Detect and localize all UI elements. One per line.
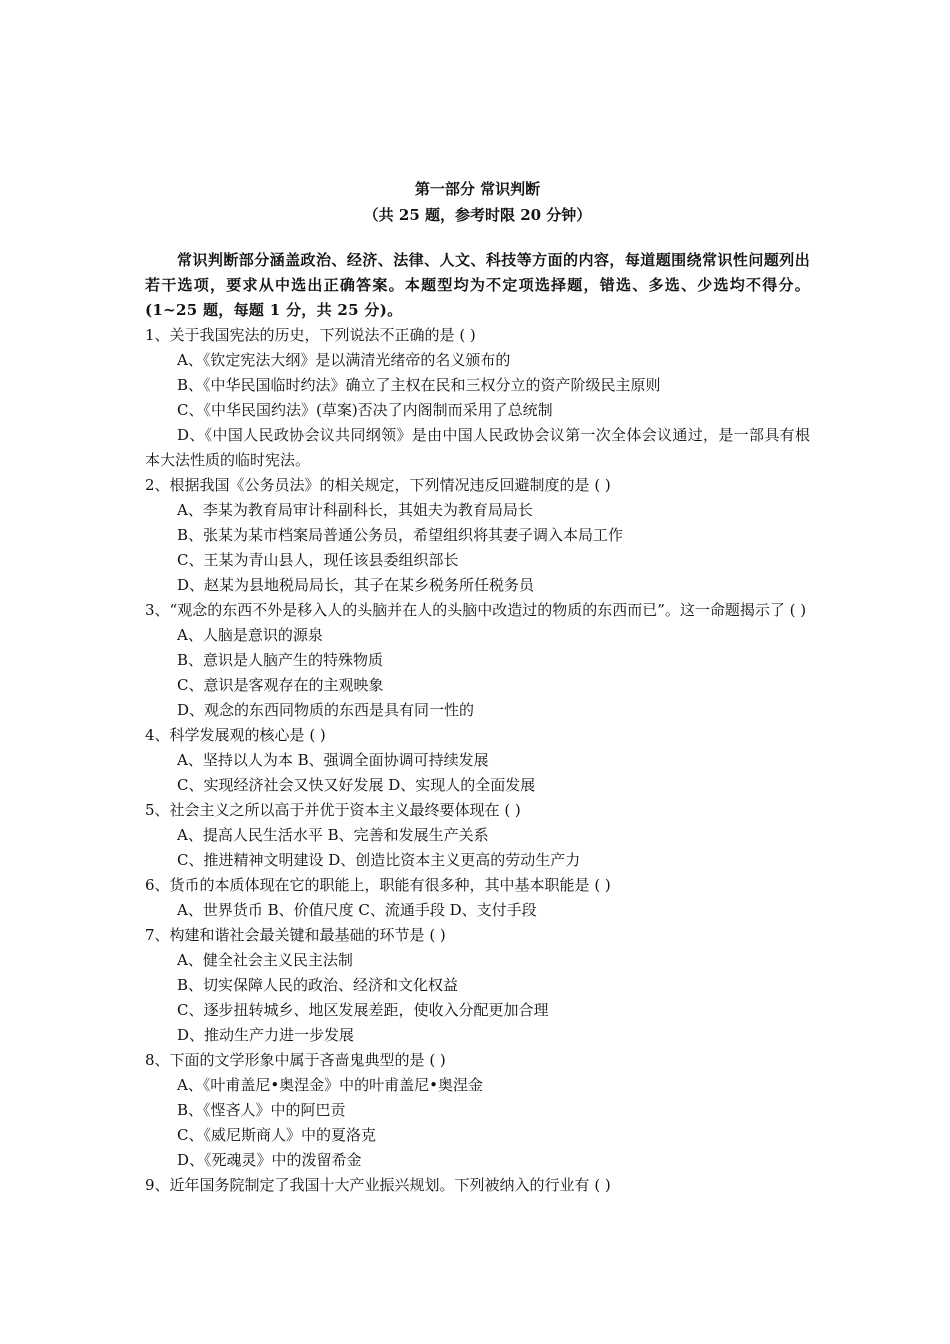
question-7-option-a: A、健全社会主义民主法制 — [177, 951, 353, 969]
instructions-paragraph: 常识判断部分涵盖政治、经济、法律、人文、科技等方面的内容，每道题围绕常识性问题列出若干选项，要求从中选出正确答案。本题型均为不定项选择题，错选、多选、少选均不得分。(1~25 题，每题 1 分，共 25 分)。 — [145, 251, 810, 319]
question-7-option-d: D、推动生产力进一步发展 — [177, 1026, 355, 1044]
question-2-option-d: D、赵某为县地税局局长，其子在某乡税务所任税务员 — [177, 576, 535, 594]
question-3-option-b: B、意识是人脑产生的特殊物质 — [177, 651, 384, 669]
question-8-option-a: A、《叶甫盖尼•奥涅金》中的叶甫盖尼•奥涅金 — [177, 1076, 484, 1094]
question-2-option-a: A、李某为教育局审计科副科长，其姐夫为教育局局长 — [177, 501, 533, 519]
question-4-options-ab: A、坚持以人为本 B、强调全面协调可持续发展 — [177, 751, 489, 769]
question-1-option-b: B、《中华民国临时约法》确立了主权在民和三权分立的资产阶级民主原则 — [177, 376, 661, 394]
question-4-stem: 4、科学发展观的核心是 ( ) — [145, 726, 326, 744]
question-8-option-c: C、《威尼斯商人》中的夏洛克 — [177, 1126, 376, 1144]
question-7-option-c: C、逐步扭转城乡、地区发展差距，使收入分配更加合理 — [177, 1001, 549, 1019]
question-8-option-b: B、《悭吝人》中的阿巴贡 — [177, 1101, 346, 1119]
question-2-option-b: B、张某为某市档案局普通公务员，希望组织将其妻子调入本局工作 — [177, 526, 624, 544]
question-8-option-d: D、《死魂灵》中的泼留希金 — [177, 1151, 362, 1169]
question-3-stem: 3、“观念的东西不外是移入人的头脑并在人的头脑中改造过的物质的东西而已”。这一命题揭示了 ( ) — [145, 601, 807, 619]
question-2-stem: 2、根据我国《公务员法》的相关规定，下列情况违反回避制度的是 ( ) — [145, 476, 611, 494]
question-7-stem: 7、构建和谐社会最关键和最基础的环节是 ( ) — [145, 926, 446, 944]
question-1-option-a: A、《钦定宪法大纲》是以满清光绪帝的名义颁布的 — [177, 351, 511, 369]
question-3-option-a: A、人脑是意识的源泉 — [177, 626, 323, 644]
section-title: 第一部分 常识判断 — [414, 180, 541, 198]
question-1-stem: 1、关于我国宪法的历史，下列说法不正确的是 ( ) — [145, 326, 476, 344]
question-9-stem: 9、近年国务院制定了我国十大产业振兴规划。下列被纳入的行业有 ( ) — [145, 1176, 611, 1194]
question-8-stem: 8、下面的文学形象中属于吝啬鬼典型的是 ( ) — [145, 1051, 446, 1069]
question-2-option-c: C、王某为青山县人，现任该县委组织部长 — [177, 551, 459, 569]
question-3-option-c: C、意识是客观存在的主观映象 — [177, 676, 384, 694]
question-5-options-ab: A、提高人民生活水平 B、完善和发展生产关系 — [177, 826, 489, 844]
question-1-option-d: D、《中国人民政协会议共同纲领》是由中国人民政协会议第一次全体会议通过，是一部具有根本大法性质的临时宪法。 — [145, 426, 810, 469]
section-subtitle: （共 25 题，参考时限 20 分钟） — [363, 206, 592, 224]
question-6-options: A、世界货币 B、价值尺度 C、流通手段 D、支付手段 — [177, 901, 537, 919]
question-6-stem: 6、货币的本质体现在它的职能上，职能有很多种，其中基本职能是 ( ) — [145, 876, 611, 894]
question-3-option-d: D、观念的东西同物质的东西是具有同一性的 — [177, 701, 475, 719]
question-5-options-cd: C、推进精神文明建设 D、创造比资本主义更高的劳动生产力 — [177, 851, 581, 869]
question-5-stem: 5、社会主义之所以高于并优于资本主义最终要体现在 ( ) — [145, 801, 521, 819]
question-7-option-b: B、切实保障人民的政治、经济和文化权益 — [177, 976, 459, 994]
question-1-option-c: C、《中华民国约法》(草案)否决了内阁制而采用了总统制 — [177, 401, 553, 419]
question-4-options-cd: C、实现经济社会又快又好发展 D、实现人的全面发展 — [177, 776, 536, 794]
document-content — [145, 176, 810, 1198]
